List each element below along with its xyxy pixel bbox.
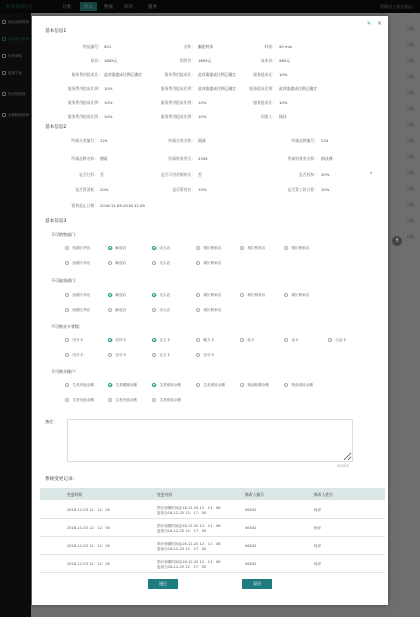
option-label: 钻卡 xyxy=(247,338,255,342)
history-content-line: 更改为16-12-25 12：17：00 xyxy=(157,529,207,533)
field-value: 杨洋 xyxy=(279,114,287,119)
field-label: 所属分类名称： xyxy=(168,138,195,143)
history-user-id: 06542 xyxy=(245,508,257,512)
option-label: 西湖万华店 xyxy=(72,261,91,265)
field-value: 1605元 xyxy=(198,58,212,63)
option-label: 田分卡 xyxy=(72,338,84,342)
field-value: 面部 xyxy=(198,138,206,143)
table-header-cell: 修改人编号 xyxy=(245,492,264,497)
option-label: 城川桥家店 xyxy=(247,246,266,250)
field-value: 10% xyxy=(279,100,288,105)
option-label: 城川桥家店 xyxy=(291,246,310,250)
table-row-divider xyxy=(40,554,385,555)
field-label: 创建人： xyxy=(260,114,276,119)
field-value: 50 min xyxy=(279,44,293,49)
history-user-name: 杨洋 xyxy=(314,508,322,512)
field-value: 此项需提成比例已确定 xyxy=(198,86,236,91)
history-content-line: 预计到期时间由16-12-20 12：11：08 xyxy=(157,560,221,564)
option-label: 灵大店 xyxy=(159,246,171,250)
field-value: 否 xyxy=(198,172,202,177)
field-label: 是否可用余额购买： xyxy=(160,172,195,177)
field-value: 否 xyxy=(100,172,104,177)
option-group-title: 不可购买卡等级： xyxy=(51,324,83,329)
table-row-divider xyxy=(40,536,385,537)
field-label: 物品编号： xyxy=(83,44,102,49)
field-value: 1605元 xyxy=(104,58,118,63)
field-value: 10% xyxy=(321,187,330,192)
table-header-cell: 修改人姓名 xyxy=(314,492,333,497)
field-value: 此项需提成比例已确定 xyxy=(104,72,142,77)
field-label: 服务费用提成比： xyxy=(71,72,102,77)
option-label: 生美充值余额 xyxy=(115,398,137,402)
option-label: 城川桥家店 xyxy=(203,293,222,297)
field-label: 服务费用提成比例： xyxy=(160,100,195,105)
field-value: 20% xyxy=(100,187,109,192)
close-icon[interactable]: × xyxy=(377,20,383,27)
field-label: 服务提成比： xyxy=(253,100,276,105)
field-label: 所属分类编号： xyxy=(71,138,98,143)
history-table xyxy=(40,16,385,605)
section-title-1: 基本信息1 xyxy=(45,29,67,34)
option-group-title: 不可销售部门： xyxy=(51,232,79,237)
field-value: 纳沙洲 xyxy=(321,156,333,161)
edit-icon[interactable]: ✎ xyxy=(367,21,372,27)
field-label: 服务费用提成比例： xyxy=(67,86,102,91)
table-header xyxy=(40,488,385,500)
scroll-top-button[interactable]: ↑ xyxy=(392,236,402,246)
history-user-name: 杨洋 xyxy=(314,562,322,566)
remark-label: 备注： xyxy=(45,419,58,424)
history-time: 2016-11-03 12：12：00 xyxy=(67,526,110,530)
field-label: 原价： xyxy=(90,58,102,63)
history-time: 2016-11-03 12：12：00 xyxy=(67,508,110,512)
history-content-line: 预计到期时间由16-12-20 12：11：08 xyxy=(157,524,221,528)
field-value: 10% xyxy=(279,72,288,77)
approve-button[interactable]: 通过 xyxy=(148,579,178,589)
field-value: 2016.11.09-2016.12.09 xyxy=(100,203,145,208)
option-label: 城川桥家店 xyxy=(203,246,222,250)
option-label: 生美现转余额 xyxy=(159,383,181,387)
field-label: 服务费用提成比例： xyxy=(160,86,195,91)
field-value: 幽思药家 xyxy=(198,44,214,49)
field-label: 所属品牌名称： xyxy=(71,156,98,161)
field-value: 10% xyxy=(104,86,113,91)
field-value: 10% xyxy=(198,187,207,192)
reject-button[interactable]: 驳回 xyxy=(242,579,272,589)
option-label: 城川桥家店 xyxy=(203,308,222,312)
option-label: 解放店 xyxy=(115,246,127,250)
history-user-id: 06542 xyxy=(245,562,257,566)
field-label: 服务提成比例： xyxy=(249,86,276,91)
field-value: 234 xyxy=(321,138,329,143)
history-content-line: 预计到期时间由16-12-20 12：11：08 xyxy=(157,506,221,510)
option-label: 生美现转余额 xyxy=(203,383,225,387)
option-label: 生美现转余额 xyxy=(159,398,181,402)
history-user-id: 06542 xyxy=(245,544,257,548)
field-label: 名称： xyxy=(183,44,195,49)
detail-modal xyxy=(32,16,388,605)
option-group-title: 不可购买账户： xyxy=(51,369,79,374)
field-label: 服务费用提成比例： xyxy=(160,114,195,119)
field-value: 10% xyxy=(104,114,113,119)
option-label: 灵大店 xyxy=(159,293,171,297)
field-label: 服务费用提成比： xyxy=(164,72,195,77)
option-label: 灵大店 xyxy=(159,261,171,265)
table-row-divider xyxy=(40,572,385,573)
option-label: 物品现转余额 xyxy=(291,383,313,387)
field-value: 10% xyxy=(104,100,113,105)
field-value: 001 xyxy=(104,44,112,49)
history-title: 系统变更记录： xyxy=(45,477,78,482)
option-label: 金卡 xyxy=(291,338,299,342)
option-label: 实体卡 xyxy=(115,338,127,342)
field-value: 10% xyxy=(198,114,207,119)
option-label: 田分卡 xyxy=(115,353,127,357)
option-label: 生美充值余额 xyxy=(72,383,94,387)
field-value: 2345 xyxy=(198,156,208,161)
field-label: 所属品牌编号： xyxy=(291,138,318,143)
section-title-2: 基本信息2 xyxy=(45,125,67,130)
history-content-line: 更改为16-12-25 12：17：00 xyxy=(157,547,207,551)
field-label: 成本价： xyxy=(260,58,276,63)
field-value: 120 xyxy=(100,138,108,143)
option-label: 西湖万华店 xyxy=(72,293,91,297)
option-label: 城川桥家店 xyxy=(203,261,222,265)
option-label: 生美赠额余额 xyxy=(115,383,137,387)
field-label: 服务提成比： xyxy=(253,72,276,77)
history-user-name: 杨洋 xyxy=(314,544,322,548)
field-value: 此项需提成比例已确定 xyxy=(279,86,317,91)
history-user-name: 杨洋 xyxy=(314,526,322,530)
field-label: 所属财务类名称： xyxy=(287,156,318,161)
option-label: 田分卡 xyxy=(72,353,84,357)
field-value: 此项需提成比例已确定 xyxy=(198,72,236,77)
option-label: 解放店 xyxy=(115,261,127,265)
history-time: 2016-11-03 12：12：00 xyxy=(67,544,110,548)
option-label: 白金卡 xyxy=(335,338,347,342)
option-label: 田分卡 xyxy=(203,353,215,357)
section-title-3: 基本信息3 xyxy=(45,219,67,224)
field-label: 是否算工时计算： xyxy=(287,187,318,192)
field-label: 时间： xyxy=(264,44,276,49)
option-label: 西湖万华店 xyxy=(72,246,91,250)
option-label: 无主卡 xyxy=(159,338,171,342)
option-label: 西湖万华店 xyxy=(72,308,91,312)
history-content-line: 更改为16-12-25 12：17：00 xyxy=(157,565,207,569)
field-label: 是否折扣： xyxy=(299,172,318,177)
field-label: 销售起止日期： xyxy=(71,203,98,208)
field-value: 10% xyxy=(198,100,207,105)
field-label: 是否打折： xyxy=(79,172,98,177)
option-group-title: 不可取货部门： xyxy=(51,278,79,283)
field-value: 20% xyxy=(321,172,330,177)
field-label: 服务费用提成比例： xyxy=(67,100,102,105)
history-content-line: 预计到期时间由16-12-20 12：11：08 xyxy=(157,542,221,546)
table-header-cell: 变更时间 xyxy=(67,492,83,497)
table-header-cell: 变更内容 xyxy=(157,492,173,497)
history-user-id: 06542 xyxy=(245,526,257,530)
field-label: 所属财务类号： xyxy=(168,156,195,161)
option-label: 魅力卡 xyxy=(203,338,215,342)
option-label: 城川桥家店 xyxy=(291,293,310,297)
field-label: 销售价： xyxy=(179,58,195,63)
option-label: 生美充值余额 xyxy=(72,398,94,402)
history-content-line: 更改为16-12-25 12：17：00 xyxy=(157,511,207,515)
chevron-down-icon[interactable]: ▾ xyxy=(370,170,373,175)
field-label: 是否算消耗： xyxy=(75,187,98,192)
field-value: 德诺 xyxy=(100,156,108,161)
table-row-divider xyxy=(40,518,385,519)
remark-counter: 0/200字 xyxy=(337,464,350,468)
field-label: 是否算营业： xyxy=(172,187,195,192)
option-label: 无主卡 xyxy=(159,353,171,357)
history-time: 2016-11-03 12：12：00 xyxy=(67,562,110,566)
option-label: 城川桥家店 xyxy=(247,293,266,297)
option-label: 解放店 xyxy=(115,293,127,297)
option-label: 解放店 xyxy=(115,308,127,312)
option-label: 物品积赠余额 xyxy=(247,383,269,387)
option-label: 灵大店 xyxy=(159,308,171,312)
field-value: 980元 xyxy=(279,58,291,63)
field-label: 服务费用提成比例： xyxy=(67,114,102,119)
